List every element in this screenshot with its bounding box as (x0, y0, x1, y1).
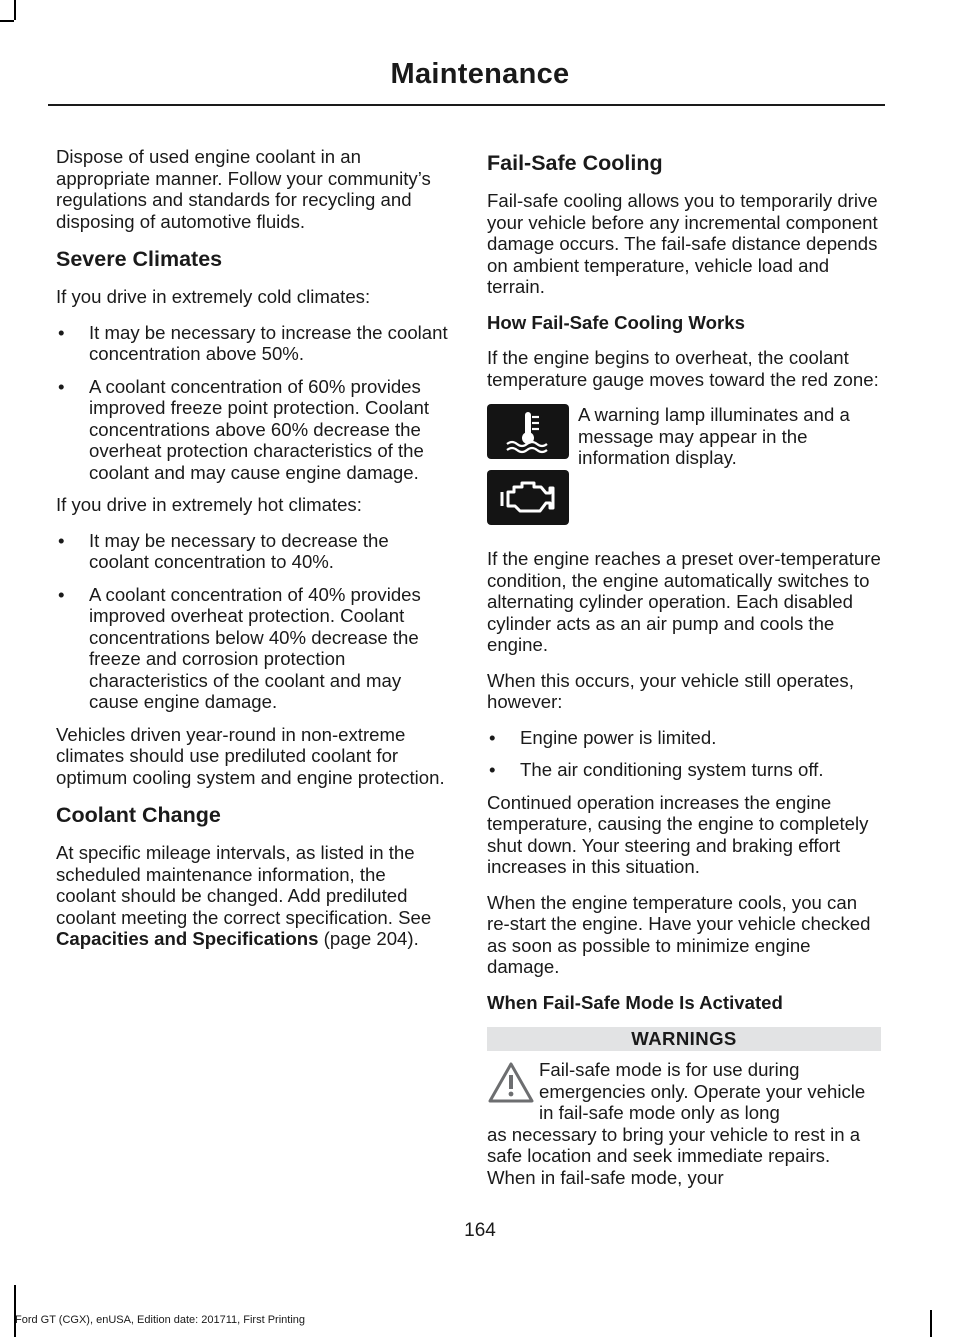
crop-mark (14, 0, 16, 20)
year-round-paragraph: Vehicles driven year-round in non-extreme climates should use prediluted coolant for optimum cooling system and engine protection. (56, 723, 445, 788)
warning-block (487, 1059, 881, 1188)
coolant-change-text: At specific mileage intervals, as listed in the scheduled maintenance information, the coolant should be changed. Add prediluted coolant meeting the correct specification. See (56, 842, 432, 928)
list-item: • A coolant concentration of 40% provides improved overheat protection. Coolant concentrations below 40% decrease the freeze and corrosion protection characteristics of the coolant and may cause engine damage. (56, 584, 448, 713)
header-rule (48, 104, 885, 106)
coolant-change-paragraph (56, 842, 448, 950)
coolant-change-heading: Coolant Change (56, 803, 221, 827)
list-item: • It may be necessary to increase the coolant concentration above 50%. (56, 322, 448, 365)
continued-paragraph: Continued operation increases the engine temperature, causing the engine to completely shut down. Your steering and braking effort increases in this situation. (487, 791, 869, 877)
crop-mark (0, 20, 14, 22)
warning-text-continued: as necessary to bring your vehicle to rest in a safe location and seek immediate repairs. When in fail-safe mode, your (487, 1123, 861, 1188)
list-item: • The air conditioning system turns off. (487, 759, 881, 781)
page-number: 164 (464, 1220, 496, 1241)
list-item: • It may be necessary to decrease the coolant concentration to 40%. (56, 530, 448, 573)
crop-mark (930, 1310, 932, 1337)
dispose-paragraph: Dispose of used engine coolant in an appropriate manner. Follow your community’s regulations and standards for recycling and disposing of automotive fluids. (56, 146, 431, 232)
occurs-paragraph: When this occurs, your vehicle still operates, however: (487, 669, 854, 712)
preset-paragraph: If the engine reaches a preset over-temperature condition, the engine automatically switches to alternating cylinder operation. Each disabled cylinder acts as an air pump and cools the engine. (487, 548, 881, 655)
crop-mark (14, 1285, 16, 1337)
page-title: Maintenance (390, 58, 570, 90)
limits-list (487, 727, 881, 781)
hot-intro: If you drive in extremely hot climates: (56, 494, 362, 515)
fail-safe-heading: Fail-Safe Cooling (487, 151, 663, 175)
activated-heading: When Fail-Safe Mode Is Activated (487, 991, 783, 1013)
warning-lamp-text: A warning lamp illuminates and a message may appear in the information display. (578, 404, 850, 468)
overheat-paragraph: If the engine begins to overheat, the coolant temperature gauge moves toward the red zone: (487, 347, 879, 390)
list-item: • Engine power is limited. (487, 727, 881, 749)
how-it-works-heading: How Fail-Safe Cooling Works (487, 311, 745, 333)
left-column (56, 146, 448, 964)
cold-list (56, 322, 448, 484)
fail-safe-intro: Fail-safe cooling allows you to temporarily drive your vehicle before any incremental component damage occurs. The fail-safe distance depends on ambient temperature, vehicle load and terrain. (487, 190, 878, 297)
right-column (487, 146, 881, 1188)
page-reference: (page 204). (323, 928, 419, 949)
cold-intro: If you drive in extremely cold climates: (56, 286, 371, 307)
footer-text: Ford GT (CGX), enUSA, Edition date: 201711, First Printing (15, 1314, 305, 1326)
warning-text: Fail-safe mode is for use during emergencies only. Operate your vehicle in fail-safe mode only as long (539, 1059, 866, 1123)
warnings-banner: WARNINGS (487, 1027, 881, 1051)
warning-triangle-icon (487, 1061, 535, 1104)
capacities-link[interactable]: Capacities and Specifications (56, 928, 319, 949)
list-item: • A coolant concentration of 60% provides improved freeze point protection. Coolant concentrations above 60% decrease the overheat protection characteristics of the coolant and may cause engine damage. (56, 376, 448, 484)
warning-lamp-block (487, 404, 881, 534)
coolant-temperature-icon (487, 404, 569, 459)
check-engine-icon (487, 470, 569, 525)
hot-list (56, 530, 448, 713)
cools-paragraph: When the engine temperature cools, you can re-start the engine. Have your vehicle checked as soon as possible to minimize engine damage. (487, 891, 871, 977)
severe-climates-heading: Severe Climates (56, 247, 223, 271)
